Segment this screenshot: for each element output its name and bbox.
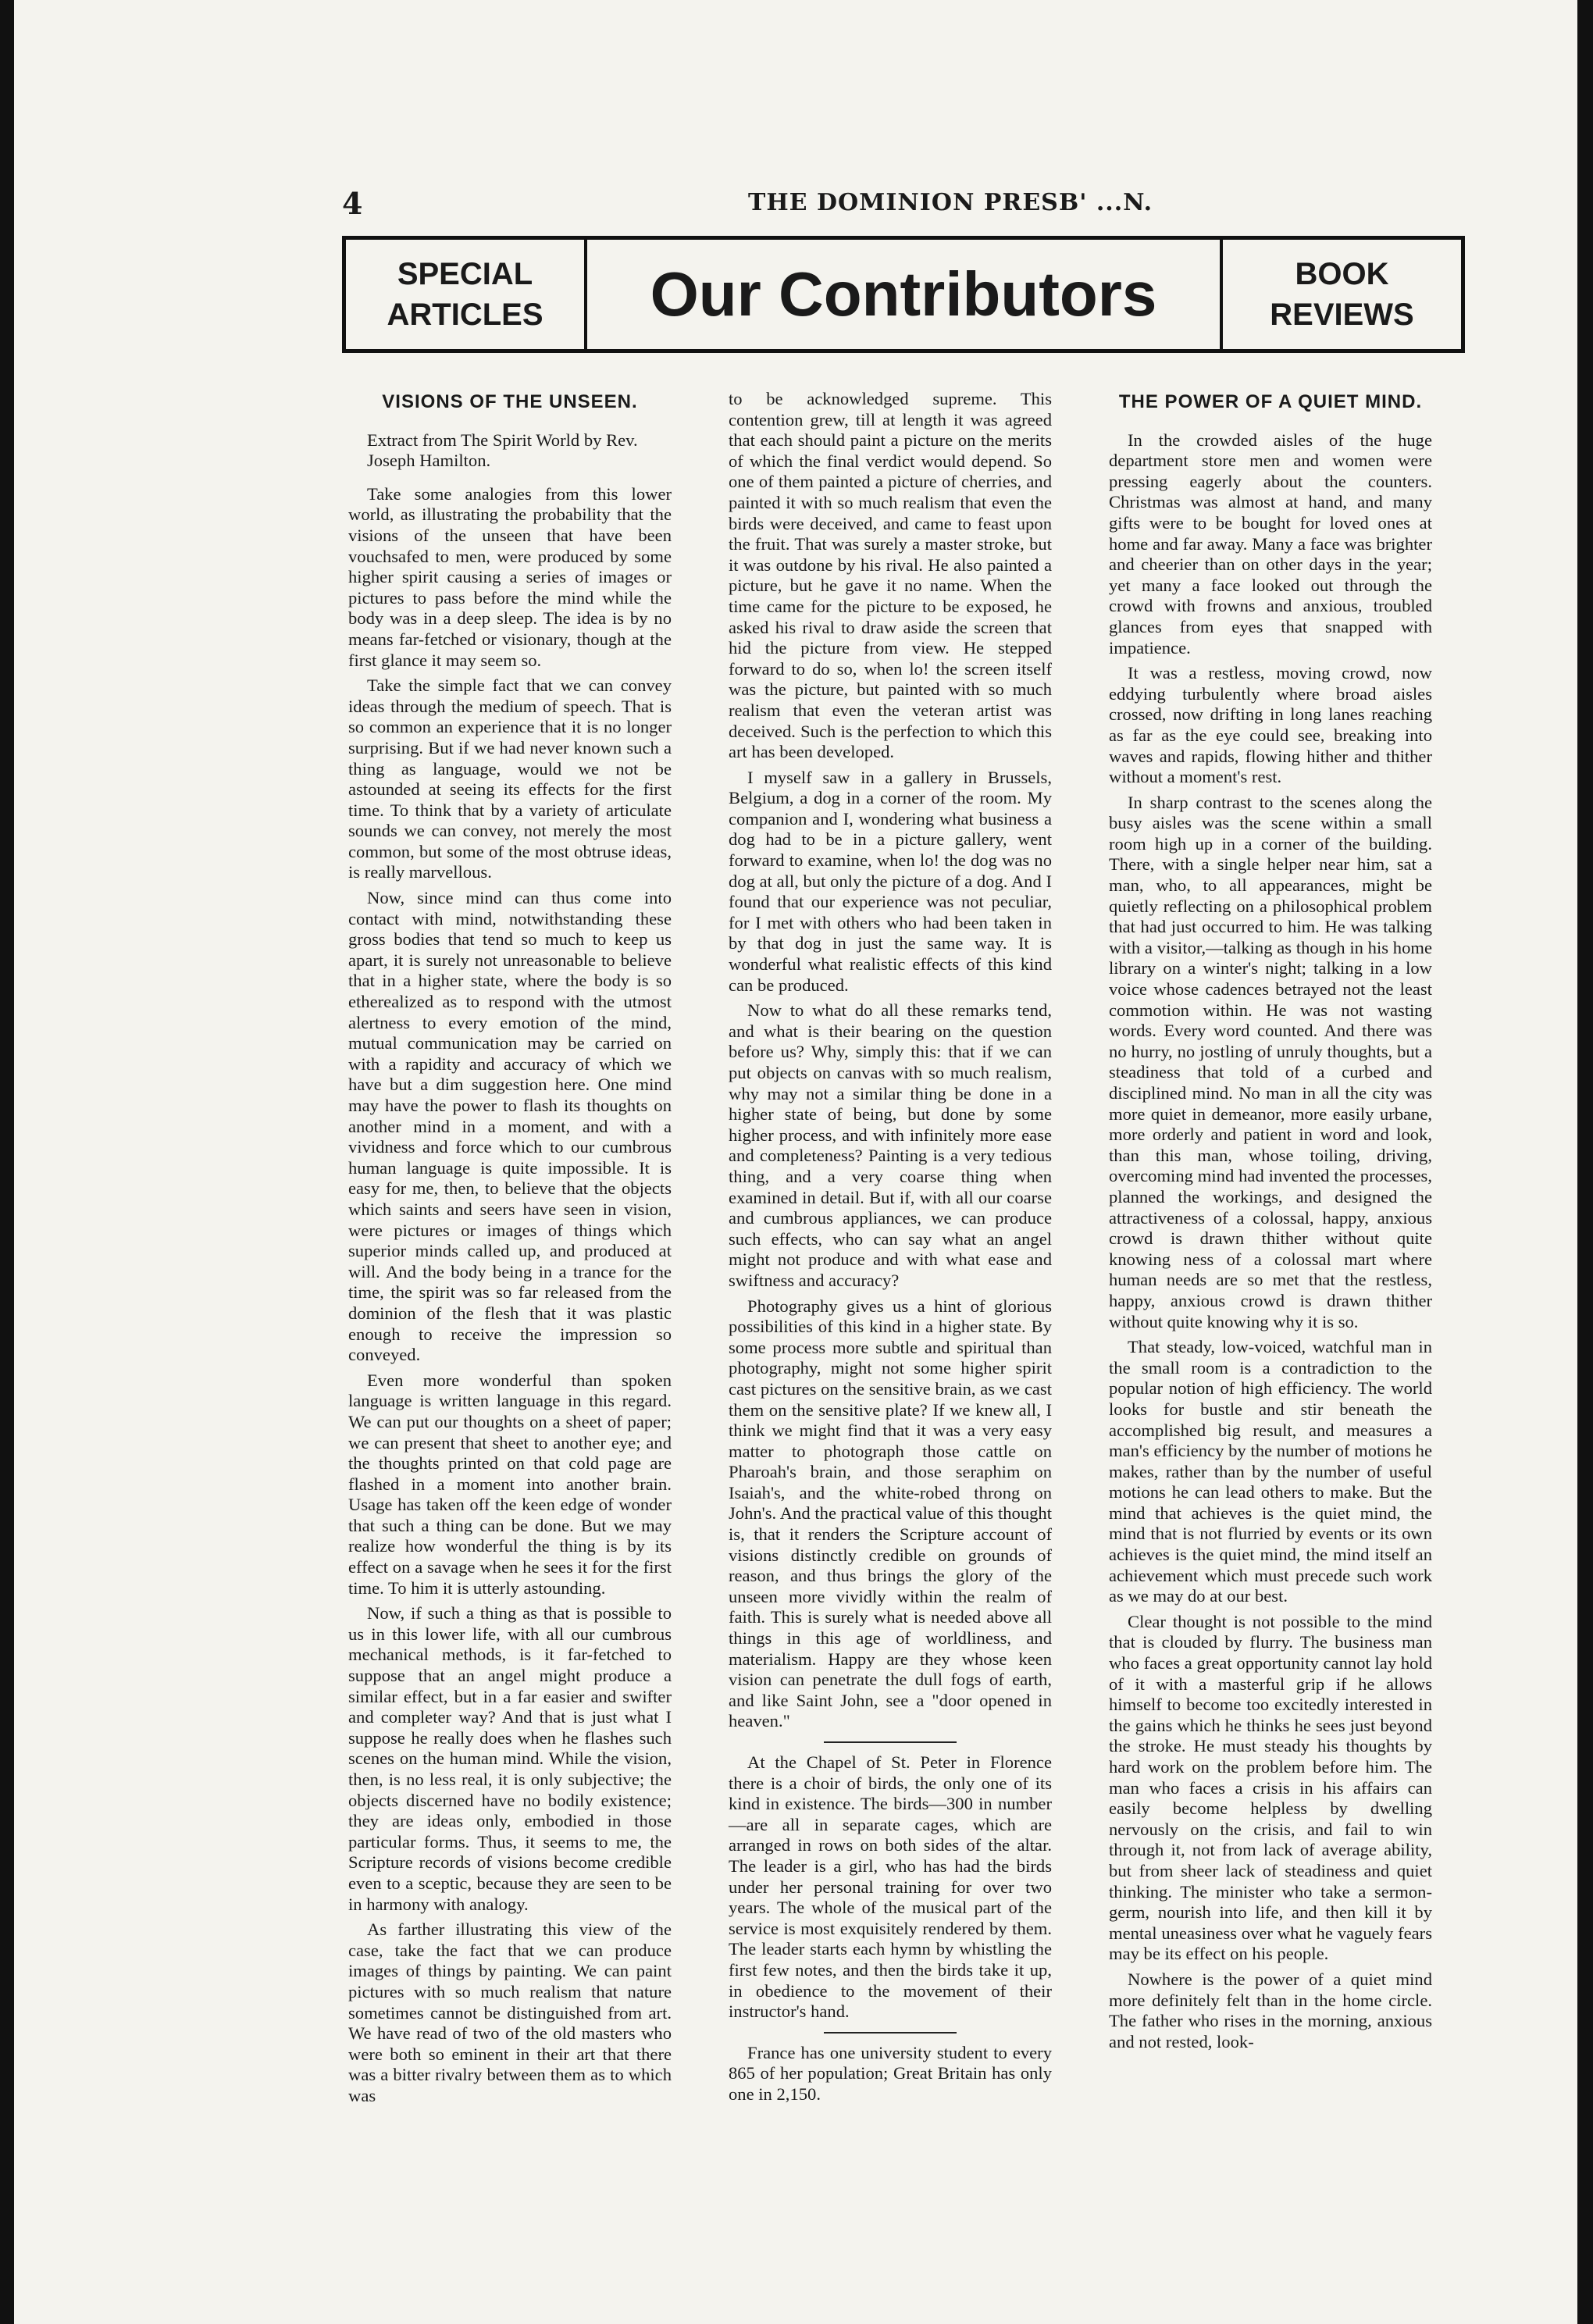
article-visions: [348, 389, 672, 2112]
banner-title: Our Contributors: [650, 259, 1157, 329]
article-paragraph: It was a restless, moving crowd, now eddying turbulently where broad aisles crossed, now drifting in long lanes reaching as far as the eye could see, breaking into waves and rapids, flowing hither and thither without a moment's rest.: [1109, 663, 1432, 787]
newspaper-page: [14, 0, 1577, 2324]
section-banner: [342, 236, 1465, 353]
news-note-university: France has one university student to every 865 of her population; Great Britain has only one in 2,150.: [729, 2042, 1052, 2104]
article-paragraph: That steady, low-voiced, watchful man in the small room is a contradiction to the popular notion of high efficiency. The world looks for bustle and stir beneath the accomplished big result, and measures a man's efficiency by the number of motions he makes, rather than by the number of useful motions he can lead others to make. But the mind that achieves is the quiet mind, the mind that is not flurried by events or its own achieves is the quiet mind, the mind itself an achievement which must precede such work as we may do at our best.: [1109, 1337, 1432, 1606]
article-visions-continued: [729, 389, 1052, 2110]
article-paragraph: Take some analogies from this lower world, as illustrating the probability that the visions of the unseen that have been vouchsafed to men, were produced by some higher spirit causing a series of images or pictures to pass before the mind while the body was in a deep sleep. The idea is by no means far-fetched or visionary, though at the first glance it may seem so.: [348, 483, 672, 670]
running-header: [342, 186, 1591, 233]
article-paragraph: I myself saw in a gallery in Brussels, Belgium, a dog in a corner of the room. My companion and I, wondering what business a dog had to be in a picture gallery, went forward to examine, when lo! the dog was no dog at all, but only the picture of a dog. And I found that our experience was not peculiar, for I met with others who had been taken in by that dog in just the same way. It is wonderful what realistic effects of this kind can be produced.: [729, 767, 1052, 995]
banner-right-line: REVIEWS: [1270, 298, 1414, 332]
article-paragraph: Photography gives us a hint of glorious possibilities of this kind in a higher state. By some process more subtle and spiritual than photography, might not some higher spirit cast pictures on the sensitive brain, as we cast them on the sensitive plate? If we knew all, I think we might find that it was a very easy matter to photograph those cattle on Pharoah's brain, and those seraphim on Isaiah's, and the white-robed throng on John's. And the practical value of this thought is, that it renders the Scripture account of visions distinctly credible on grounds of reason, and thus brings the glory of the unseen more vividly within the realm of faith. This is surely what is needed above all things in this age of worldliness, and materialism. Happy are they whose keen vision can penetrate the dull fogs of earth, and like Saint John, see a "door opened in heaven.": [729, 1296, 1052, 1731]
article-title: VISIONS OF THE UNSEEN.: [382, 391, 638, 412]
article-paragraph: to be acknowledged supreme. This contention grew, till at length it was agreed that each should paint a picture on the merits of which the final verdict would depend. So one of them painted a picture of cherries, and painted it with so much realism that even the birds were deceived, and came to feast upon the fruit. That was surely a master stroke, but it was outdone by his rival. He also painted a picture, but he gave it no name. When the time came for the picture to be exposed, he asked his rival to draw aside the screen that hid the picture from view. He stepped forward to do so, when lo! the screen itself was the picture, but painted with so much realism that even the veteran artist was deceived. Such is the perfection to which this art has been developed.: [729, 389, 1052, 762]
article-title: THE POWER OF A QUIET MIND.: [1118, 391, 1423, 412]
news-note-florence: At the Chapel of St. Peter in Florence there is a choir of birds, the only one of its kind in existence. The birds—300 in number—are all in separate cages, which are arranged in rows on both sides of the altar. The leader is a girl, who has had the birds under her personal training for over two years. The whole of the musical part of the service is most exquisitely rendered by them. The leader starts each hymn by whistling the first few notes, and then the birds take it up, in obedience to the movement of their instructor's hand.: [729, 1752, 1052, 2022]
banner-book-reviews: [1220, 240, 1461, 349]
article-paragraph: Now, if such a thing as that is possible to us in this lower life, with all our cumbrous mechanical methods, is it far-fetched to suppose that an angel might produce a similar effect, but in a far easier and swifter and completer way? And that is just what I suppose he really does when he flashes such scenes on the human mind. While the vision, then, is no less real, it is only subjective; the objects discerned have no bodily existence; they are ideas only, embodied in those particular forms. Thus, it seems to me, the Scripture records of visions become credible even to a sceptic, because they are seen to be in harmony with analogy.: [348, 1603, 672, 1914]
article-quiet-mind: [1109, 389, 1432, 2057]
page-number: 4: [342, 186, 363, 221]
article-paragraph: In the crowded aisles of the huge department store men and women were pressing eagerly about the counters. Christmas was almost at hand, and many gifts were to be bought for loved ones at home and far away. Many a face was brighter and cheerier than on other days in the year; yet many a face looked out through the crowd with frowns and anxious, troubled glances from eyes that snapped with impatience.: [1109, 430, 1432, 658]
banner-special-articles: [346, 240, 587, 349]
divider: [824, 2032, 957, 2034]
article-paragraph: Even more wonderful than spoken language is written language in this regard. We can put our thoughts on a sheet of paper; we can present that sheet to another eye; and the thoughts printed on that cold page are flashed in a moment into another brain. Usage has taken off the keen edge of wonder that such a thing can be done. But we may realize how wonderful the thing is by its effect on a savage when he sees it for the first time. To him it is utterly astounding.: [348, 1370, 672, 1598]
article-paragraph: Now, since mind can thus come into contact with mind, notwithstanding these gross bodies that tend so much to keep us apart, it is surely not unreasonable to believe that in a higher state, where the body is so etherealized as to respond with the utmost alertness to every emotion of the mind, mutual communication may be carried on with a rapidity and accuracy of which we have but a dim suggestion here. One mind may have the power to flash its thoughts on another mind in a moment, and with a vividness and force which to our cumbrous human language is quite impossible. It is easy for me, then, to believe that the objects which saints and seers have seen in vision, were pictures or images of things which superior minds called up, and produced at will. And the body being in a trance for the time, the spirit was so far released from the dominion of the flesh that it was plastic enough to receive the impression so conveyed.: [348, 888, 672, 1365]
banner-left-line: ARTICLES: [387, 298, 543, 332]
article-extract-note: Extract from The Spirit World by Rev. Joseph Hamilton.: [367, 430, 638, 471]
article-paragraph: As farther illustrating this view of the case, take the fact that we can produce images of things by painting. We can paint pictures with so much realism that nature sometimes cannot be distinguished from art. We have read of two of the old masters who were both so eminent in their art that there was a bitter rivalry between them as to which was: [348, 1919, 672, 2105]
article-paragraph: In sharp contrast to the scenes along the busy aisles was the scene within a small room high up in a corner of the building. There, with a single helper near him, sat a man, who, to all appearances, might be quietly reflecting on a philosophical problem that had just occurred to him. He was talking with a visitor,—talking as though in his home library on a winter's night; talking in a low voice whose cadences betrayed not the least commotion within. He was not wasting words. Every word counted. And there was no hurry, no jostling of unruly thoughts, but a steadiness that told of a curbed and disciplined mind. No man in all the city was more quiet in demeanor, more easily urbane, more orderly and patient in word and look, than this man, whose toiling, driving, overcoming mind had invented the processes, planned the workings, and designed the attractiveness of a colossal, happy, anxious crowd is drawn thither without quite knowing ness of a colossal mart where human needs are so met that the restless, happy, anxious crowd is drawn thither without quite knowing why it is so.: [1109, 792, 1432, 1331]
article-paragraph: Nowhere is the power of a quiet mind more definitely felt than in the home circle. The father who rises in the morning, anxious and not rested, look-: [1109, 1969, 1432, 2051]
banner-left-line: SPECIAL: [397, 257, 533, 291]
running-title: THE DOMINION PRESB' ...N.: [748, 189, 1153, 216]
article-paragraph: Now to what do all these remarks tend, and what is their bearing on the question before us? Why, simply this: that if we can put objects on canvas with so much realism, why may not a similar thing be done in a higher state of being, but done by some higher process, and with infinitely more ease and completeness? Painting is a very tedious thing, and a very coarse thing when examined in detail. But if, with all our coarse and cumbrous appliances, we can produce such effects, who can say what an angel might not produce and with what ease and swiftness and accuracy?: [729, 1000, 1052, 1290]
banner-right-line: BOOK: [1295, 257, 1389, 291]
article-paragraph: Clear thought is not possible to the mind that is clouded by flurry. The business man who faces a great opportunity cannot lay hold of it with a masterful grip if he allows himself to become too excitedly interested in the gains which he thinks he sees just beyond the stroke. He must steady his thoughts by hard work on the problem before him. The man who faces a crisis in his affairs can easily become helpless by dwelling nervously on the crisis, and fail to win through it, not from lack of average ability, but from sheer lack of steadiness and quiet thinking. The minister who take a sermon-germ, nourish into life, and then kill it by mental uneasiness over what he vaguely fears may be its effect on his people.: [1109, 1611, 1432, 1964]
article-paragraph: Take the simple fact that we can convey ideas through the medium of speech. That is so common an experience that it is no longer surprising. But if we had never known such a thing as language, would we not be astounded at seeing its effects for the first time. To think that by a variety of articulate sounds we can convey, not merely the most common, but some of the most obtruse ideas, is really marvellous.: [348, 675, 672, 882]
divider: [824, 1741, 957, 1743]
